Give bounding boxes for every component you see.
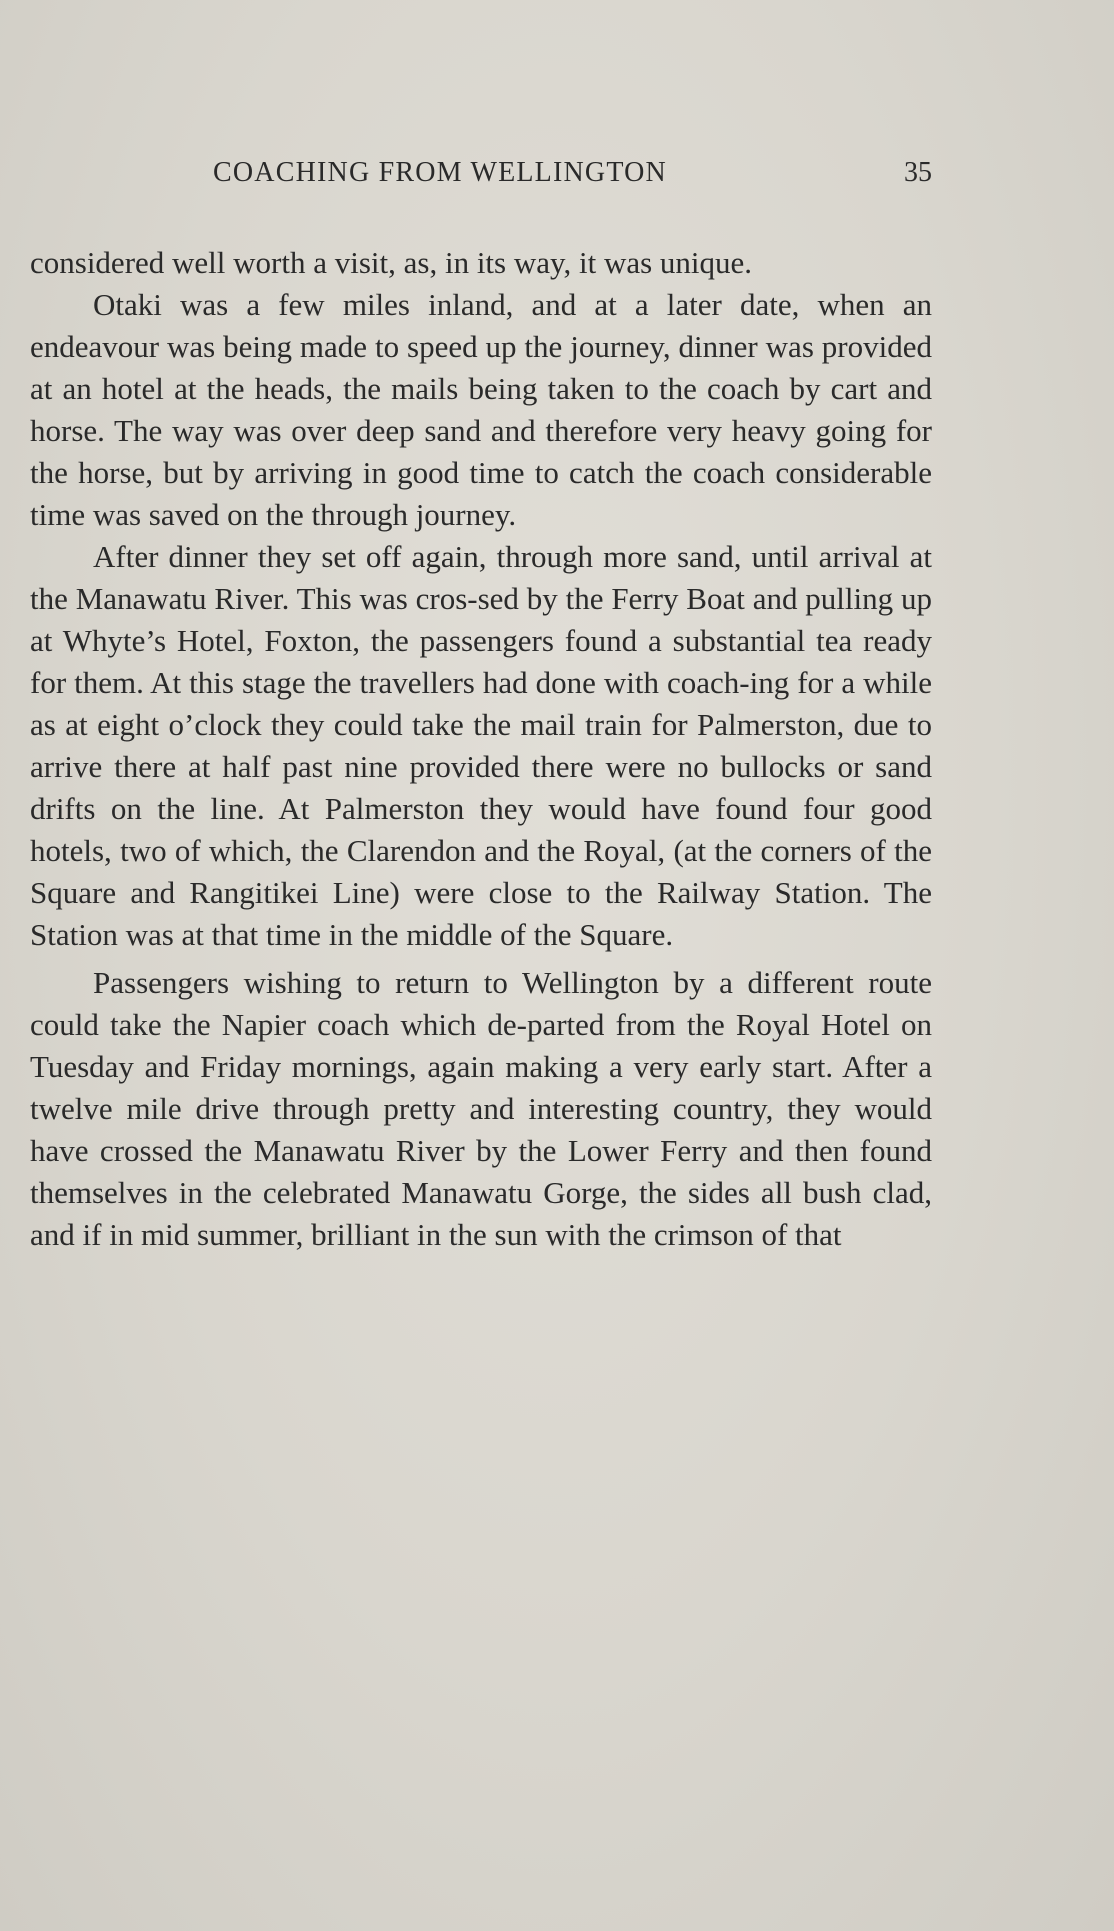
page-number: 35 <box>904 157 932 188</box>
paragraph: Otaki was a few miles inland, and at a later date, when an endeavour was being made to speed up the journey, dinner was provided at an hotel at the heads, the mails being taken to the coach by cart and horse. The way was over deep sand and therefore very heavy going for the horse, but by arriving in good time to catch the coach considerable time was saved on the through journey. <box>30 287 932 532</box>
paragraph: Passengers wishing to return to Wellington by a different route could take the Napier coach which de-parted from the Royal Hotel on Tuesday and Friday mornings, again making a very early start. After a twelve mile drive through pretty and interesting country, they would have crossed the Manawatu River by the Lower Ferry and then found themselves in the celebrated Manawatu Gorge, the sides all bush clad, and if in mid summer, brilliant in the sun with the crimson of that <box>30 965 932 1252</box>
running-title: COACHING FROM WELLINGTON <box>213 157 667 188</box>
paragraph: considered well worth a visit, as, in its way, it was unique. <box>30 245 753 280</box>
running-header <box>30 157 932 197</box>
body-text <box>30 242 932 1256</box>
paragraph: After dinner they set off again, through more sand, until arrival at the Manawatu River. This was cros-sed by the Ferry Boat and pulling up at Whyte’s Hotel, Foxton, the passengers found a substantial tea ready for them. At this stage the travellers had done with coach-ing for a while as at eight o’clock they could take the mail train for Palmerston, due to arrive there at half past nine provided there were no bullocks or sand drifts on the line. At Palmerston they would have found four good hotels, two of which, the Clarendon and the Royal, (at the corners of the Square and Rangitikei Line) were close to the Railway Station. The Station was at that time in the middle of the Square. <box>30 539 932 952</box>
